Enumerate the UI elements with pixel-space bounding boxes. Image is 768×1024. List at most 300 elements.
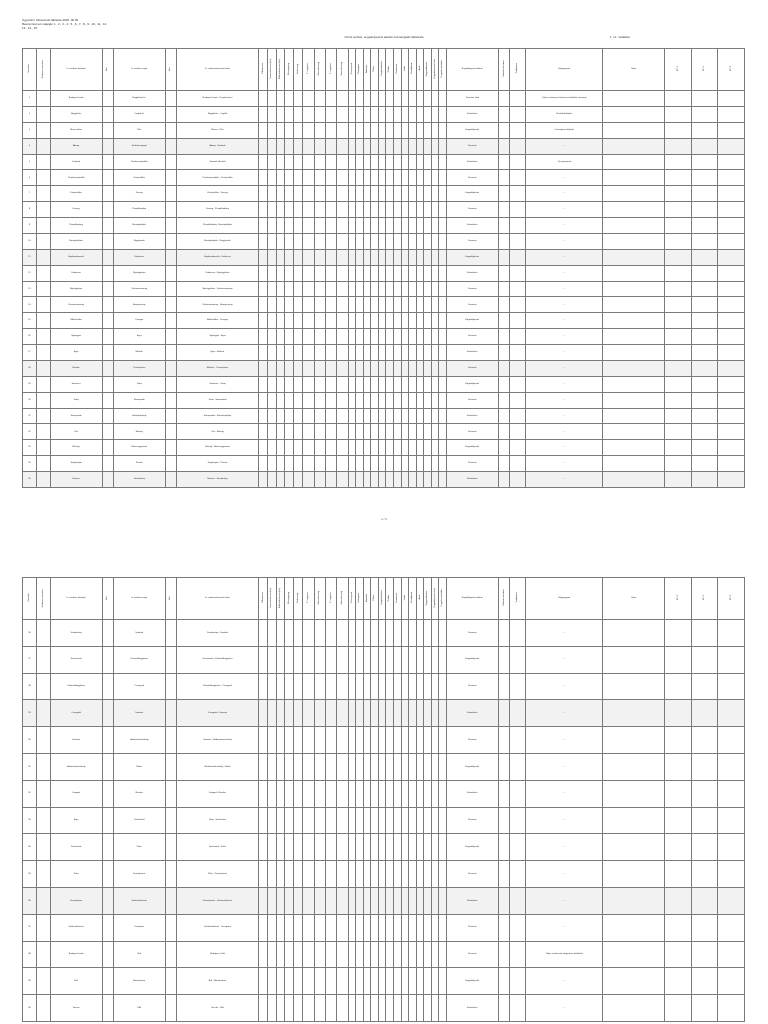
table-cell xyxy=(259,122,268,138)
table-cell xyxy=(36,392,50,408)
table-cell: Karcag xyxy=(113,186,165,202)
table-cell xyxy=(378,620,386,647)
table-cell: Sárospatak xyxy=(50,408,102,424)
table-cell xyxy=(314,887,325,914)
table-cell xyxy=(348,700,356,727)
table-cell xyxy=(356,360,364,376)
table-cell xyxy=(431,646,439,673)
table-cell xyxy=(165,995,176,1022)
table-cell: Sárospatak xyxy=(113,392,165,408)
table-cell: 30 xyxy=(23,727,37,754)
table-cell xyxy=(36,202,50,218)
column-header-label: Szerkezet xyxy=(395,63,398,74)
table-cell xyxy=(303,106,314,122)
column-header-label: MT-2 xyxy=(703,595,706,601)
table-cell: Kivitelezés xyxy=(446,995,498,1022)
table-cell: Tervezés xyxy=(446,673,498,700)
table-cell xyxy=(276,753,285,780)
table-cell xyxy=(363,91,371,107)
table-cell: 2 xyxy=(23,106,37,122)
table-cell xyxy=(276,376,285,392)
table-cell xyxy=(393,861,401,888)
table-cell xyxy=(409,329,417,345)
table-cell xyxy=(303,360,314,376)
table-cell: Vecsés xyxy=(50,995,102,1022)
table-cell xyxy=(409,861,417,888)
table-cell xyxy=(498,941,509,968)
table-row xyxy=(23,780,745,807)
table-cell: 3 xyxy=(23,122,37,138)
column-header-label: Elhelyezés xyxy=(261,592,264,603)
table-cell: Vecsés - Üllő xyxy=(176,995,258,1022)
table-cell xyxy=(718,408,745,424)
column-header-label: Kategória xyxy=(358,64,361,74)
table-cell xyxy=(165,753,176,780)
table-cell xyxy=(393,281,401,297)
table-cell xyxy=(348,249,356,265)
table-cell xyxy=(267,620,276,647)
table-cell: 16 xyxy=(23,329,37,345)
table-cell xyxy=(498,968,509,995)
table-cell: Kisújszállás - Karcag xyxy=(176,186,258,202)
table-cell xyxy=(665,329,692,345)
table-cell: 17 xyxy=(23,345,37,361)
column-header xyxy=(526,578,603,620)
table-cell xyxy=(294,753,303,780)
table-cell xyxy=(259,780,268,807)
table-cell xyxy=(386,620,394,647)
column-header-label: Padka xyxy=(388,65,391,72)
table-cell xyxy=(603,472,665,488)
table-cell xyxy=(363,673,371,700)
table-cell xyxy=(416,170,424,186)
table-cell xyxy=(294,122,303,138)
table-cell xyxy=(294,91,303,107)
table-cell xyxy=(371,170,379,186)
column-header-label: Forgalomtechnika xyxy=(441,589,444,607)
table-cell xyxy=(325,968,336,995)
table-cell xyxy=(102,202,113,218)
table-cell xyxy=(439,360,447,376)
column-header xyxy=(510,578,526,620)
table-cell xyxy=(165,265,176,281)
table-cell: Csenger xyxy=(113,313,165,329)
table-cell xyxy=(378,265,386,281)
table-cell xyxy=(314,807,325,834)
table-cell xyxy=(102,700,113,727)
table-cell: Tervezés xyxy=(446,281,498,297)
table-cell xyxy=(431,329,439,345)
table-row xyxy=(23,753,745,780)
table-cell: Gyöngyös - Eger xyxy=(176,329,258,345)
table-cell xyxy=(691,620,718,647)
table-cell xyxy=(371,834,379,861)
table-cell xyxy=(337,297,348,313)
table-cell xyxy=(603,106,665,122)
column-header xyxy=(603,49,665,91)
table-cell xyxy=(393,297,401,313)
table-cell xyxy=(165,968,176,995)
column-header-label: MT-1 xyxy=(676,595,679,601)
table-cell xyxy=(393,376,401,392)
table-cell xyxy=(356,408,364,424)
table-cell: — xyxy=(526,700,603,727)
table-cell: Miskolc - Tiszaújváros xyxy=(176,360,258,376)
table-cell xyxy=(325,914,336,941)
table-cell xyxy=(348,914,356,941)
table-cell xyxy=(267,329,276,345)
table-cell xyxy=(356,170,364,186)
table-cell xyxy=(510,313,526,329)
table-cell xyxy=(439,265,447,281)
table-cell xyxy=(102,834,113,861)
table-cell xyxy=(303,329,314,345)
table-cell xyxy=(36,620,50,647)
table-cell xyxy=(401,424,409,440)
table-cell xyxy=(665,202,692,218)
table-cell: Engedélyezés xyxy=(446,834,498,861)
table-cell xyxy=(498,673,509,700)
table-cell xyxy=(325,154,336,170)
table-cell xyxy=(325,424,336,440)
table-cell xyxy=(439,834,447,861)
table-cell xyxy=(498,345,509,361)
table-cell xyxy=(303,376,314,392)
table-cell xyxy=(378,408,386,424)
table-cell xyxy=(665,834,692,861)
table-cell xyxy=(510,646,526,673)
table-cell xyxy=(371,154,379,170)
table-cell xyxy=(393,941,401,968)
table-cell xyxy=(424,233,432,249)
table-cell xyxy=(665,297,692,313)
table-cell: Abony - Szolnok xyxy=(176,138,258,154)
table-cell: Pilis xyxy=(113,122,165,138)
table-cell xyxy=(348,408,356,424)
table-cell xyxy=(314,345,325,361)
table-cell xyxy=(431,753,439,780)
table-cell xyxy=(401,360,409,376)
table-cell xyxy=(603,170,665,186)
table-row xyxy=(23,727,745,754)
table-cell xyxy=(498,780,509,807)
column-header-label: Kat. xyxy=(106,66,109,71)
table-cell xyxy=(691,202,718,218)
table-cell xyxy=(691,807,718,834)
table-cell: Vásárosnamény - Beregsurány xyxy=(176,297,258,313)
table-cell xyxy=(294,218,303,234)
table-row xyxy=(23,376,745,392)
table-cell xyxy=(665,138,692,154)
table-cell xyxy=(165,186,176,202)
table-cell xyxy=(416,392,424,408)
table-cell xyxy=(498,807,509,834)
column-header xyxy=(23,578,37,620)
table-row xyxy=(23,408,745,424)
table-cell xyxy=(276,620,285,647)
table-cell xyxy=(498,456,509,472)
table-cell: Monor kelet xyxy=(50,122,102,138)
table-cell xyxy=(294,440,303,456)
table-cell: Berettyóújfalu xyxy=(50,233,102,249)
table-cell xyxy=(102,424,113,440)
table-cell xyxy=(603,620,665,647)
table-cell: Csomópont átépítés xyxy=(526,122,603,138)
table-cell xyxy=(36,456,50,472)
table-cell xyxy=(356,202,364,218)
table-cell: Burkolatfelújítás xyxy=(526,106,603,122)
table-cell xyxy=(348,233,356,249)
column-header xyxy=(348,49,356,91)
table-cell xyxy=(691,780,718,807)
table-cell xyxy=(348,154,356,170)
column-header xyxy=(337,49,348,91)
table-cell xyxy=(603,202,665,218)
table-cell: — xyxy=(526,392,603,408)
table-cell xyxy=(401,780,409,807)
table-cell xyxy=(378,807,386,834)
table-cell: Nagykőrös xyxy=(50,106,102,122)
table-cell xyxy=(337,727,348,754)
table-cell xyxy=(401,727,409,754)
table-cell: — xyxy=(526,995,603,1022)
table-cell xyxy=(439,376,447,392)
table-cell xyxy=(401,914,409,941)
table-cell xyxy=(165,620,176,647)
table-cell xyxy=(259,700,268,727)
table-cell xyxy=(36,440,50,456)
column-header xyxy=(50,578,102,620)
table-cell xyxy=(314,91,325,107)
table-cell xyxy=(285,914,294,941)
table-cell xyxy=(386,249,394,265)
table-cell xyxy=(276,914,285,941)
table-cell xyxy=(267,995,276,1022)
table-cell xyxy=(165,472,176,488)
column-header xyxy=(431,49,439,91)
table-cell xyxy=(165,233,176,249)
table-cell xyxy=(363,834,371,861)
table-cell: 19 xyxy=(23,376,37,392)
table-cell xyxy=(314,408,325,424)
table-cell xyxy=(314,941,325,968)
table-cell xyxy=(416,138,424,154)
table-cell xyxy=(431,472,439,488)
table-cell xyxy=(337,753,348,780)
table-cell xyxy=(165,281,176,297)
table-cell xyxy=(267,376,276,392)
table-cell xyxy=(102,620,113,647)
table-cell xyxy=(259,914,268,941)
table-cell: 13 xyxy=(23,281,37,297)
table-cell: Berettyóújfalu - Nagykereki xyxy=(176,233,258,249)
column-header-label: Tengelyterhelés xyxy=(380,590,383,606)
table-cell: Eger - Miskolc xyxy=(176,345,258,361)
table-cell: Kiskunfélegyháza xyxy=(50,673,102,700)
table-cell xyxy=(424,408,432,424)
table-cell xyxy=(439,329,447,345)
table-cell xyxy=(665,186,692,202)
column-header xyxy=(371,49,379,91)
table-cell xyxy=(102,887,113,914)
table-cell xyxy=(498,313,509,329)
table-cell: Hódmezővásárhely - Makó xyxy=(176,753,258,780)
column-header-label: Ív. szakasz vége xyxy=(131,68,148,71)
table-cell xyxy=(325,472,336,488)
table-cell xyxy=(356,780,364,807)
column-header-label: Forgalomtechnika xyxy=(441,60,444,78)
table-cell: Tervezés xyxy=(446,138,498,154)
table-cell xyxy=(325,780,336,807)
table-cell: Cegléd kt. xyxy=(113,106,165,122)
table-cell: — xyxy=(526,914,603,941)
table-cell xyxy=(401,472,409,488)
table-cell xyxy=(337,887,348,914)
table-cell xyxy=(416,673,424,700)
table-cell xyxy=(409,995,417,1022)
table-cell xyxy=(439,646,447,673)
table-cell xyxy=(718,753,745,780)
table-cell xyxy=(424,154,432,170)
table-row xyxy=(23,91,745,107)
table-cell xyxy=(409,620,417,647)
table-cell xyxy=(102,941,113,968)
table-cell xyxy=(165,807,176,834)
table-cell xyxy=(325,138,336,154)
table-row xyxy=(23,138,745,154)
table-cell xyxy=(401,440,409,456)
table-cell xyxy=(386,780,394,807)
table-cell xyxy=(431,202,439,218)
table-cell xyxy=(439,861,447,888)
table-cell: Engedélyezés xyxy=(446,313,498,329)
table-cell xyxy=(363,753,371,780)
table-cell: — xyxy=(526,424,603,440)
column-header-label: Csomópont xyxy=(350,63,353,75)
table-cell xyxy=(165,941,176,968)
column-header-label: Engedélyezési dátum xyxy=(461,68,483,71)
table-cell xyxy=(276,360,285,376)
table-cell xyxy=(314,753,325,780)
table-cell xyxy=(691,249,718,265)
table-cell xyxy=(102,914,113,941)
table-cell: 40 xyxy=(23,995,37,1022)
table-cell xyxy=(439,968,447,995)
table-cell xyxy=(267,297,276,313)
table-cell: Csongrád - Szentes xyxy=(176,700,258,727)
table-cell xyxy=(36,122,50,138)
table-cell xyxy=(603,138,665,154)
table-cell xyxy=(371,700,379,727)
table-cell xyxy=(314,780,325,807)
table-cell xyxy=(498,392,509,408)
table-cell: Sárospatak - Sátoraljaújhely xyxy=(176,408,258,424)
table-cell xyxy=(303,914,314,941)
table-row xyxy=(23,887,745,914)
table-cell xyxy=(363,233,371,249)
table-cell xyxy=(393,620,401,647)
table-cell xyxy=(337,914,348,941)
table-cell xyxy=(294,456,303,472)
table-cell xyxy=(325,122,336,138)
table-cell: Miskolc xyxy=(50,360,102,376)
table-cell xyxy=(691,122,718,138)
table-cell xyxy=(386,360,394,376)
table-cell xyxy=(303,861,314,888)
column-header xyxy=(102,578,113,620)
table-cell xyxy=(386,265,394,281)
table-cell xyxy=(431,154,439,170)
table-cell xyxy=(439,673,447,700)
table-cell xyxy=(424,313,432,329)
table-cell xyxy=(259,995,268,1022)
table-cell xyxy=(267,360,276,376)
table-cell xyxy=(718,249,745,265)
table-cell: 26 xyxy=(23,620,37,647)
table-cell xyxy=(603,456,665,472)
column-header xyxy=(446,49,498,91)
table-cell xyxy=(393,329,401,345)
table-cell: — xyxy=(526,861,603,888)
table-cell xyxy=(348,424,356,440)
table-cell xyxy=(409,780,417,807)
table-cell xyxy=(356,392,364,408)
table-cell xyxy=(356,834,364,861)
table-cell xyxy=(259,202,268,218)
table-cell xyxy=(102,456,113,472)
column-header xyxy=(386,49,394,91)
table-row xyxy=(23,329,745,345)
table-cell: Nyíregyháza xyxy=(113,265,165,281)
table-cell xyxy=(371,440,379,456)
table-cell: Tervezés xyxy=(446,861,498,888)
table-cell: Debrecen xyxy=(50,265,102,281)
table-cell: Jászberény xyxy=(50,620,102,647)
table-row xyxy=(23,122,745,138)
table-cell xyxy=(36,313,50,329)
table-cell xyxy=(102,392,113,408)
table-cell xyxy=(665,424,692,440)
table-cell xyxy=(348,646,356,673)
table-cell: — xyxy=(526,218,603,234)
table-cell xyxy=(691,914,718,941)
table-cell xyxy=(378,281,386,297)
table-cell xyxy=(259,408,268,424)
table-cell: Hatvan - Jászberény xyxy=(176,472,258,488)
column-header xyxy=(259,49,268,91)
table-cell xyxy=(102,646,113,673)
table-cell xyxy=(386,170,394,186)
table-cell xyxy=(378,122,386,138)
table-cell xyxy=(401,138,409,154)
table-cell xyxy=(510,122,526,138)
table-cell xyxy=(409,91,417,107)
table-cell xyxy=(314,186,325,202)
table-cell xyxy=(665,673,692,700)
table-cell: — xyxy=(526,753,603,780)
table-cell xyxy=(665,345,692,361)
table-cell: Szentes xyxy=(50,727,102,754)
table-cell xyxy=(371,138,379,154)
table-cell: 37 xyxy=(23,914,37,941)
table-cell xyxy=(337,834,348,861)
column-header xyxy=(691,49,718,91)
table-cell xyxy=(378,780,386,807)
table-cell xyxy=(36,218,50,234)
table-cell xyxy=(431,392,439,408)
header-line-1: Ügyszám: Módosított táblázat 2025. 06.09. xyxy=(22,18,80,22)
table-cell xyxy=(424,914,432,941)
